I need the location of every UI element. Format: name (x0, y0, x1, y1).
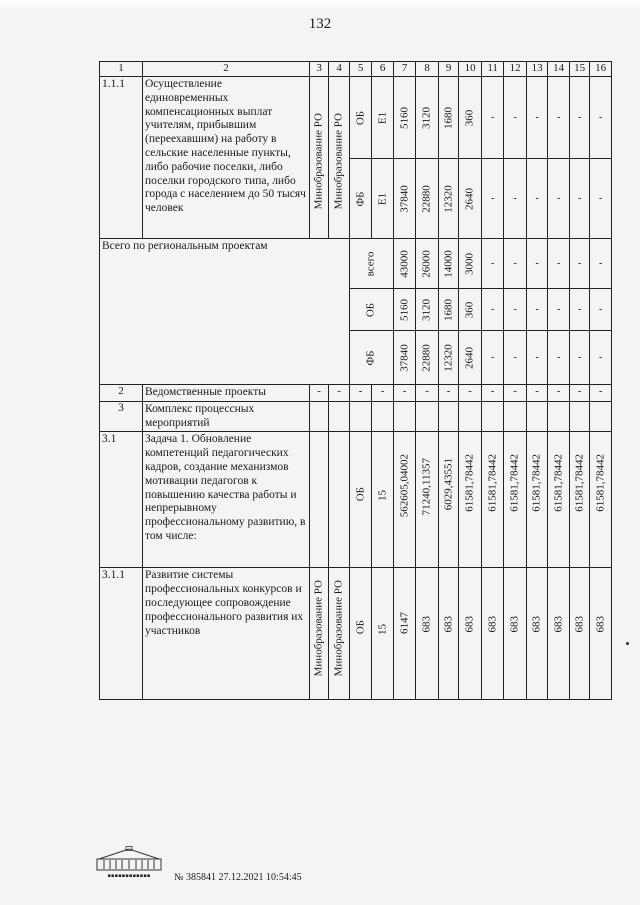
source-fb: ФБ (353, 190, 366, 207)
row-1-1-1-ob (100, 77, 612, 159)
dash-cell: - (372, 385, 394, 402)
value-cell: 683 (573, 616, 586, 633)
value-cell: 22880 (420, 343, 433, 372)
dash-cell: - (513, 303, 517, 315)
dash-cell: - (577, 192, 582, 204)
value-cell: 683 (508, 616, 521, 633)
dash-cell: - (481, 385, 504, 402)
dash-cell: - (513, 111, 517, 123)
dash-cell: - (599, 257, 603, 269)
row-2 (100, 385, 612, 402)
row-name: Задача 1. Обновление компетенций педагогических кадров, создание механизмов мотивации педагогов к повышению качества работы и непрерывному профессиональному развитию, в том числе: (145, 433, 306, 542)
source-ob: ОБ (353, 620, 366, 635)
value-cell: 26000 (420, 249, 433, 278)
value-cell: 1680 (442, 298, 455, 321)
dash-cell: - (577, 111, 582, 123)
row-3-1 (100, 432, 612, 568)
dash-cell: - (535, 351, 539, 363)
source-ob: ОБ (353, 487, 366, 502)
stamp-caption: ▪▪▪▪▪▪▪▪▪▪▪▪ (107, 873, 151, 879)
value-cell: 1680 (442, 106, 455, 129)
header-cell: 15 (569, 62, 589, 77)
value-cell: 3120 (420, 298, 433, 321)
participant: Минобразование РО (332, 113, 345, 210)
row-number: 3 (100, 401, 143, 432)
dash-cell: - (416, 385, 439, 402)
value-cell: 6029,43551 (442, 458, 455, 511)
building-stamp-icon (96, 846, 162, 872)
dash-cell: - (438, 385, 458, 402)
row-number: 2 (100, 385, 143, 402)
value-cell: 2640 (463, 346, 476, 369)
dash-cell: - (349, 385, 372, 402)
executor: Минобразование РО (312, 113, 325, 210)
dash-cell: - (535, 111, 539, 123)
scan-edge (0, 0, 640, 10)
code: 15 (376, 490, 388, 502)
value-cell: 5160 (398, 298, 410, 321)
dash-cell: - (490, 303, 495, 315)
document-footer (96, 846, 356, 886)
value-cell: 3000 (463, 252, 476, 275)
value-cell: 683 (486, 616, 499, 633)
header-cell: 13 (526, 62, 548, 77)
dash-cell: - (556, 351, 561, 363)
value-cell: 5160 (398, 106, 410, 129)
header-cell: 2 (143, 62, 310, 77)
source-ob: ОБ (353, 110, 366, 125)
header-cell: 3 (309, 62, 328, 77)
row-3-1-1 (100, 568, 612, 700)
dash-cell: - (490, 111, 495, 123)
dash-cell: - (535, 192, 539, 204)
header-cell: 6 (372, 62, 394, 77)
row-number: 3.1 (102, 433, 117, 446)
value-cell: 562605,04002 (398, 454, 410, 518)
dash-cell: - (556, 257, 561, 269)
header-cell: 5 (349, 62, 372, 77)
row-total-all (100, 239, 612, 289)
dash-cell: - (513, 192, 517, 204)
value-cell: 683 (552, 616, 565, 633)
value-cell: 683 (530, 616, 543, 633)
header-cell: 9 (438, 62, 458, 77)
dash-cell: - (490, 351, 495, 363)
header-cell: 12 (504, 62, 527, 77)
row-name: Комплекс процессных мероприятий (145, 402, 255, 429)
dash-cell: - (599, 111, 603, 123)
value-cell: 12320 (442, 184, 455, 213)
dash-cell: - (526, 385, 548, 402)
value-cell: 2640 (463, 187, 476, 210)
value-cell: 14000 (442, 249, 455, 278)
header-cell: 10 (459, 62, 482, 77)
row-name: Осуществление единовременных компенсационных выплат учителям, прибывшим (переехавшим) на работу в сельские населенные пункты, либо рабочие поселки, либо поселки городского типа, либо города с населением до 50 тысяч человек (145, 78, 306, 215)
dash-cell: - (459, 385, 482, 402)
dash-cell: - (490, 192, 495, 204)
code: Е1 (376, 111, 388, 124)
value-cell: 12320 (442, 343, 455, 372)
dash-cell: - (599, 192, 603, 204)
code: Е1 (376, 192, 388, 205)
dash-cell: - (577, 351, 582, 363)
value-cell: 61581,78442 (594, 454, 607, 513)
value-cell: 683 (463, 616, 476, 633)
source-ob: ОБ (364, 302, 377, 317)
value-cell: 37840 (398, 343, 410, 372)
value-cell: 683 (594, 616, 607, 633)
value-cell: 37840 (398, 184, 410, 213)
header-cell: 7 (393, 62, 416, 77)
dash-cell: - (569, 385, 589, 402)
dash-cell: - (599, 303, 603, 315)
header-row (100, 62, 612, 77)
row-number: 3.1.1 (102, 569, 125, 582)
dash-cell: - (309, 385, 328, 402)
header-cell: 1 (100, 62, 143, 77)
value-cell: 61581,78442 (530, 454, 543, 513)
dash-cell: - (599, 351, 603, 363)
dash-cell: - (513, 351, 517, 363)
value-cell: 360 (463, 109, 476, 126)
program-table (99, 61, 612, 700)
registration-stamp: № 385841 27.12.2021 10:54:45 (174, 872, 302, 883)
code: 15 (376, 624, 388, 636)
dash-cell: - (329, 385, 349, 402)
dash-cell: - (490, 257, 495, 269)
header-cell: 11 (481, 62, 504, 77)
header-cell: 14 (548, 62, 570, 77)
dash-cell: - (556, 303, 561, 315)
value-cell: 683 (420, 616, 433, 633)
value-cell: 61581,78442 (508, 454, 521, 513)
header-cell: 8 (416, 62, 439, 77)
value-cell: 61581,78442 (486, 454, 499, 513)
row-3 (100, 401, 612, 432)
row-number: 1.1.1 (102, 78, 125, 90)
dash-cell: - (548, 385, 570, 402)
value-cell: 683 (442, 616, 455, 633)
dash-cell: - (535, 303, 539, 315)
source-all: всего (364, 251, 377, 276)
value-cell: 3120 (420, 106, 433, 129)
dash-cell: - (577, 257, 582, 269)
dash-cell: - (556, 192, 561, 204)
header-cell: 16 (590, 62, 612, 77)
row-name: Развитие системы профессиональных конкурсов и последующее сопровождение профессионального развития их участников (145, 569, 304, 637)
row-name: Ведомственные проекты (145, 386, 266, 398)
dash-cell: - (393, 385, 416, 402)
participant: Минобразование РО (332, 580, 345, 677)
dash-cell: - (504, 385, 527, 402)
header-cell: 4 (329, 62, 349, 77)
source-fb: ФБ (364, 349, 377, 366)
value-cell: 43000 (398, 249, 410, 278)
page-number: 132 (308, 16, 332, 32)
dash-cell: - (590, 385, 612, 402)
dash-cell: - (577, 303, 582, 315)
value-cell: 6147 (398, 612, 410, 635)
value-cell: 61581,78442 (573, 454, 586, 513)
executor: Минобразование РО (312, 580, 325, 677)
dash-cell: - (556, 111, 561, 123)
scan-speck (626, 642, 629, 645)
value-cell: 71240,11357 (420, 458, 433, 516)
value-cell: 61581,78442 (463, 454, 476, 513)
total-label: Всего по региональным проектам (102, 240, 268, 252)
value-cell: 61581,78442 (552, 454, 565, 513)
value-cell: 360 (463, 301, 476, 318)
dash-cell: - (513, 257, 517, 269)
value-cell: 22880 (420, 184, 433, 213)
dash-cell: - (535, 257, 539, 269)
